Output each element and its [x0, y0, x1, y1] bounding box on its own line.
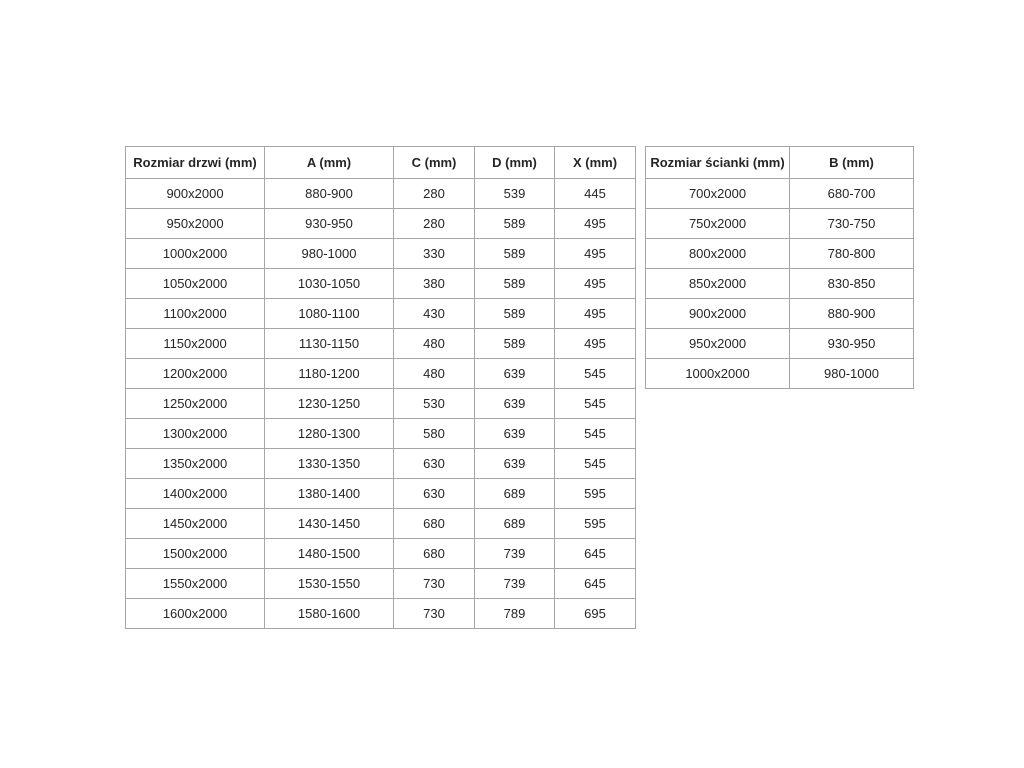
table-cell: 495 — [555, 269, 636, 299]
table-cell: 1530-1550 — [265, 569, 394, 599]
table-cell: 1000x2000 — [126, 239, 265, 269]
column-header: Rozmiar drzwi (mm) — [126, 147, 265, 179]
table-row — [126, 539, 636, 569]
table-row — [126, 269, 636, 299]
table-cell: 639 — [475, 419, 555, 449]
table-cell: 1200x2000 — [126, 359, 265, 389]
table-cell: 545 — [555, 359, 636, 389]
table-cell: 689 — [475, 509, 555, 539]
table-cell: 680 — [394, 509, 475, 539]
table-cell: 380 — [394, 269, 475, 299]
table-cell: 595 — [555, 479, 636, 509]
table-cell: 1000x2000 — [646, 359, 790, 389]
table-cell: 950x2000 — [126, 209, 265, 239]
column-header: X (mm) — [555, 147, 636, 179]
table-cell: 830-850 — [790, 269, 914, 299]
table-cell: 980-1000 — [790, 359, 914, 389]
table-cell: 589 — [475, 299, 555, 329]
table-cell: 780-800 — [790, 239, 914, 269]
table-cell: 900x2000 — [646, 299, 790, 329]
table-cell: 280 — [394, 209, 475, 239]
table-cell: 495 — [555, 239, 636, 269]
table-cell: 539 — [475, 179, 555, 209]
table-cell: 730 — [394, 569, 475, 599]
table-row — [126, 479, 636, 509]
table-row — [126, 569, 636, 599]
door-sizes-table-header — [126, 147, 636, 179]
header-row — [646, 147, 914, 179]
table-cell: 639 — [475, 389, 555, 419]
table-cell: 645 — [555, 539, 636, 569]
wall-sizes-table — [645, 146, 914, 389]
table-cell: 880-900 — [265, 179, 394, 209]
door-sizes-table — [125, 146, 636, 629]
table-cell: 1450x2000 — [126, 509, 265, 539]
table-cell: 430 — [394, 299, 475, 329]
table-cell: 630 — [394, 449, 475, 479]
table-cell: 530 — [394, 389, 475, 419]
table-row — [126, 419, 636, 449]
table-cell: 589 — [475, 329, 555, 359]
header-row — [126, 147, 636, 179]
table-cell: 495 — [555, 329, 636, 359]
table-row — [126, 329, 636, 359]
table-row — [646, 209, 914, 239]
table-cell: 980-1000 — [265, 239, 394, 269]
table-cell: 850x2000 — [646, 269, 790, 299]
table-row — [646, 299, 914, 329]
door-sizes-table-container — [125, 146, 636, 629]
table-cell: 700x2000 — [646, 179, 790, 209]
table-cell: 545 — [555, 389, 636, 419]
table-row — [126, 389, 636, 419]
column-header: A (mm) — [265, 147, 394, 179]
table-cell: 689 — [475, 479, 555, 509]
table-cell: 800x2000 — [646, 239, 790, 269]
table-row — [646, 239, 914, 269]
table-cell: 1400x2000 — [126, 479, 265, 509]
table-cell: 445 — [555, 179, 636, 209]
table-cell: 1600x2000 — [126, 599, 265, 629]
table-cell: 750x2000 — [646, 209, 790, 239]
table-cell: 580 — [394, 419, 475, 449]
table-row — [126, 179, 636, 209]
table-cell: 480 — [394, 359, 475, 389]
table-cell: 1430-1450 — [265, 509, 394, 539]
table-cell: 1130-1150 — [265, 329, 394, 359]
table-cell: 680-700 — [790, 179, 914, 209]
table-cell: 1250x2000 — [126, 389, 265, 419]
table-cell: 1030-1050 — [265, 269, 394, 299]
table-cell: 1500x2000 — [126, 539, 265, 569]
table-cell: 639 — [475, 359, 555, 389]
table-cell: 695 — [555, 599, 636, 629]
table-cell: 495 — [555, 299, 636, 329]
table-cell: 639 — [475, 449, 555, 479]
table-cell: 1550x2000 — [126, 569, 265, 599]
table-row — [646, 269, 914, 299]
table-cell: 630 — [394, 479, 475, 509]
table-cell: 739 — [475, 539, 555, 569]
table-cell: 1480-1500 — [265, 539, 394, 569]
table-cell: 789 — [475, 599, 555, 629]
table-cell: 730 — [394, 599, 475, 629]
table-cell: 1300x2000 — [126, 419, 265, 449]
table-row — [126, 239, 636, 269]
table-cell: 545 — [555, 419, 636, 449]
wall-sizes-table-header — [646, 147, 914, 179]
table-cell: 1580-1600 — [265, 599, 394, 629]
table-cell: 900x2000 — [126, 179, 265, 209]
table-cell: 495 — [555, 209, 636, 239]
table-cell: 930-950 — [265, 209, 394, 239]
column-header: D (mm) — [475, 147, 555, 179]
table-cell: 545 — [555, 449, 636, 479]
table-cell: 280 — [394, 179, 475, 209]
table-row — [126, 209, 636, 239]
table-cell: 739 — [475, 569, 555, 599]
table-cell: 589 — [475, 269, 555, 299]
table-cell: 645 — [555, 569, 636, 599]
table-cell: 1280-1300 — [265, 419, 394, 449]
table-cell: 1050x2000 — [126, 269, 265, 299]
table-cell: 1380-1400 — [265, 479, 394, 509]
table-row — [126, 599, 636, 629]
table-row — [126, 299, 636, 329]
table-cell: 1180-1200 — [265, 359, 394, 389]
table-row — [126, 509, 636, 539]
table-cell: 480 — [394, 329, 475, 359]
table-cell: 589 — [475, 209, 555, 239]
table-cell: 1080-1100 — [265, 299, 394, 329]
table-cell: 589 — [475, 239, 555, 269]
table-cell: 1100x2000 — [126, 299, 265, 329]
column-header: C (mm) — [394, 147, 475, 179]
table-row — [646, 329, 914, 359]
table-cell: 930-950 — [790, 329, 914, 359]
wall-sizes-table-body — [646, 179, 914, 389]
table-row — [126, 359, 636, 389]
table-cell: 730-750 — [790, 209, 914, 239]
table-row — [646, 359, 914, 389]
table-cell: 880-900 — [790, 299, 914, 329]
table-row — [126, 449, 636, 479]
door-sizes-table-body — [126, 179, 636, 629]
table-cell: 680 — [394, 539, 475, 569]
wall-sizes-table-container — [645, 146, 914, 389]
table-cell: 1150x2000 — [126, 329, 265, 359]
table-cell: 1330-1350 — [265, 449, 394, 479]
table-cell: 1230-1250 — [265, 389, 394, 419]
table-cell: 595 — [555, 509, 636, 539]
table-cell: 950x2000 — [646, 329, 790, 359]
table-cell: 1350x2000 — [126, 449, 265, 479]
column-header: B (mm) — [790, 147, 914, 179]
table-cell: 330 — [394, 239, 475, 269]
table-row — [646, 179, 914, 209]
column-header: Rozmiar ścianki (mm) — [646, 147, 790, 179]
